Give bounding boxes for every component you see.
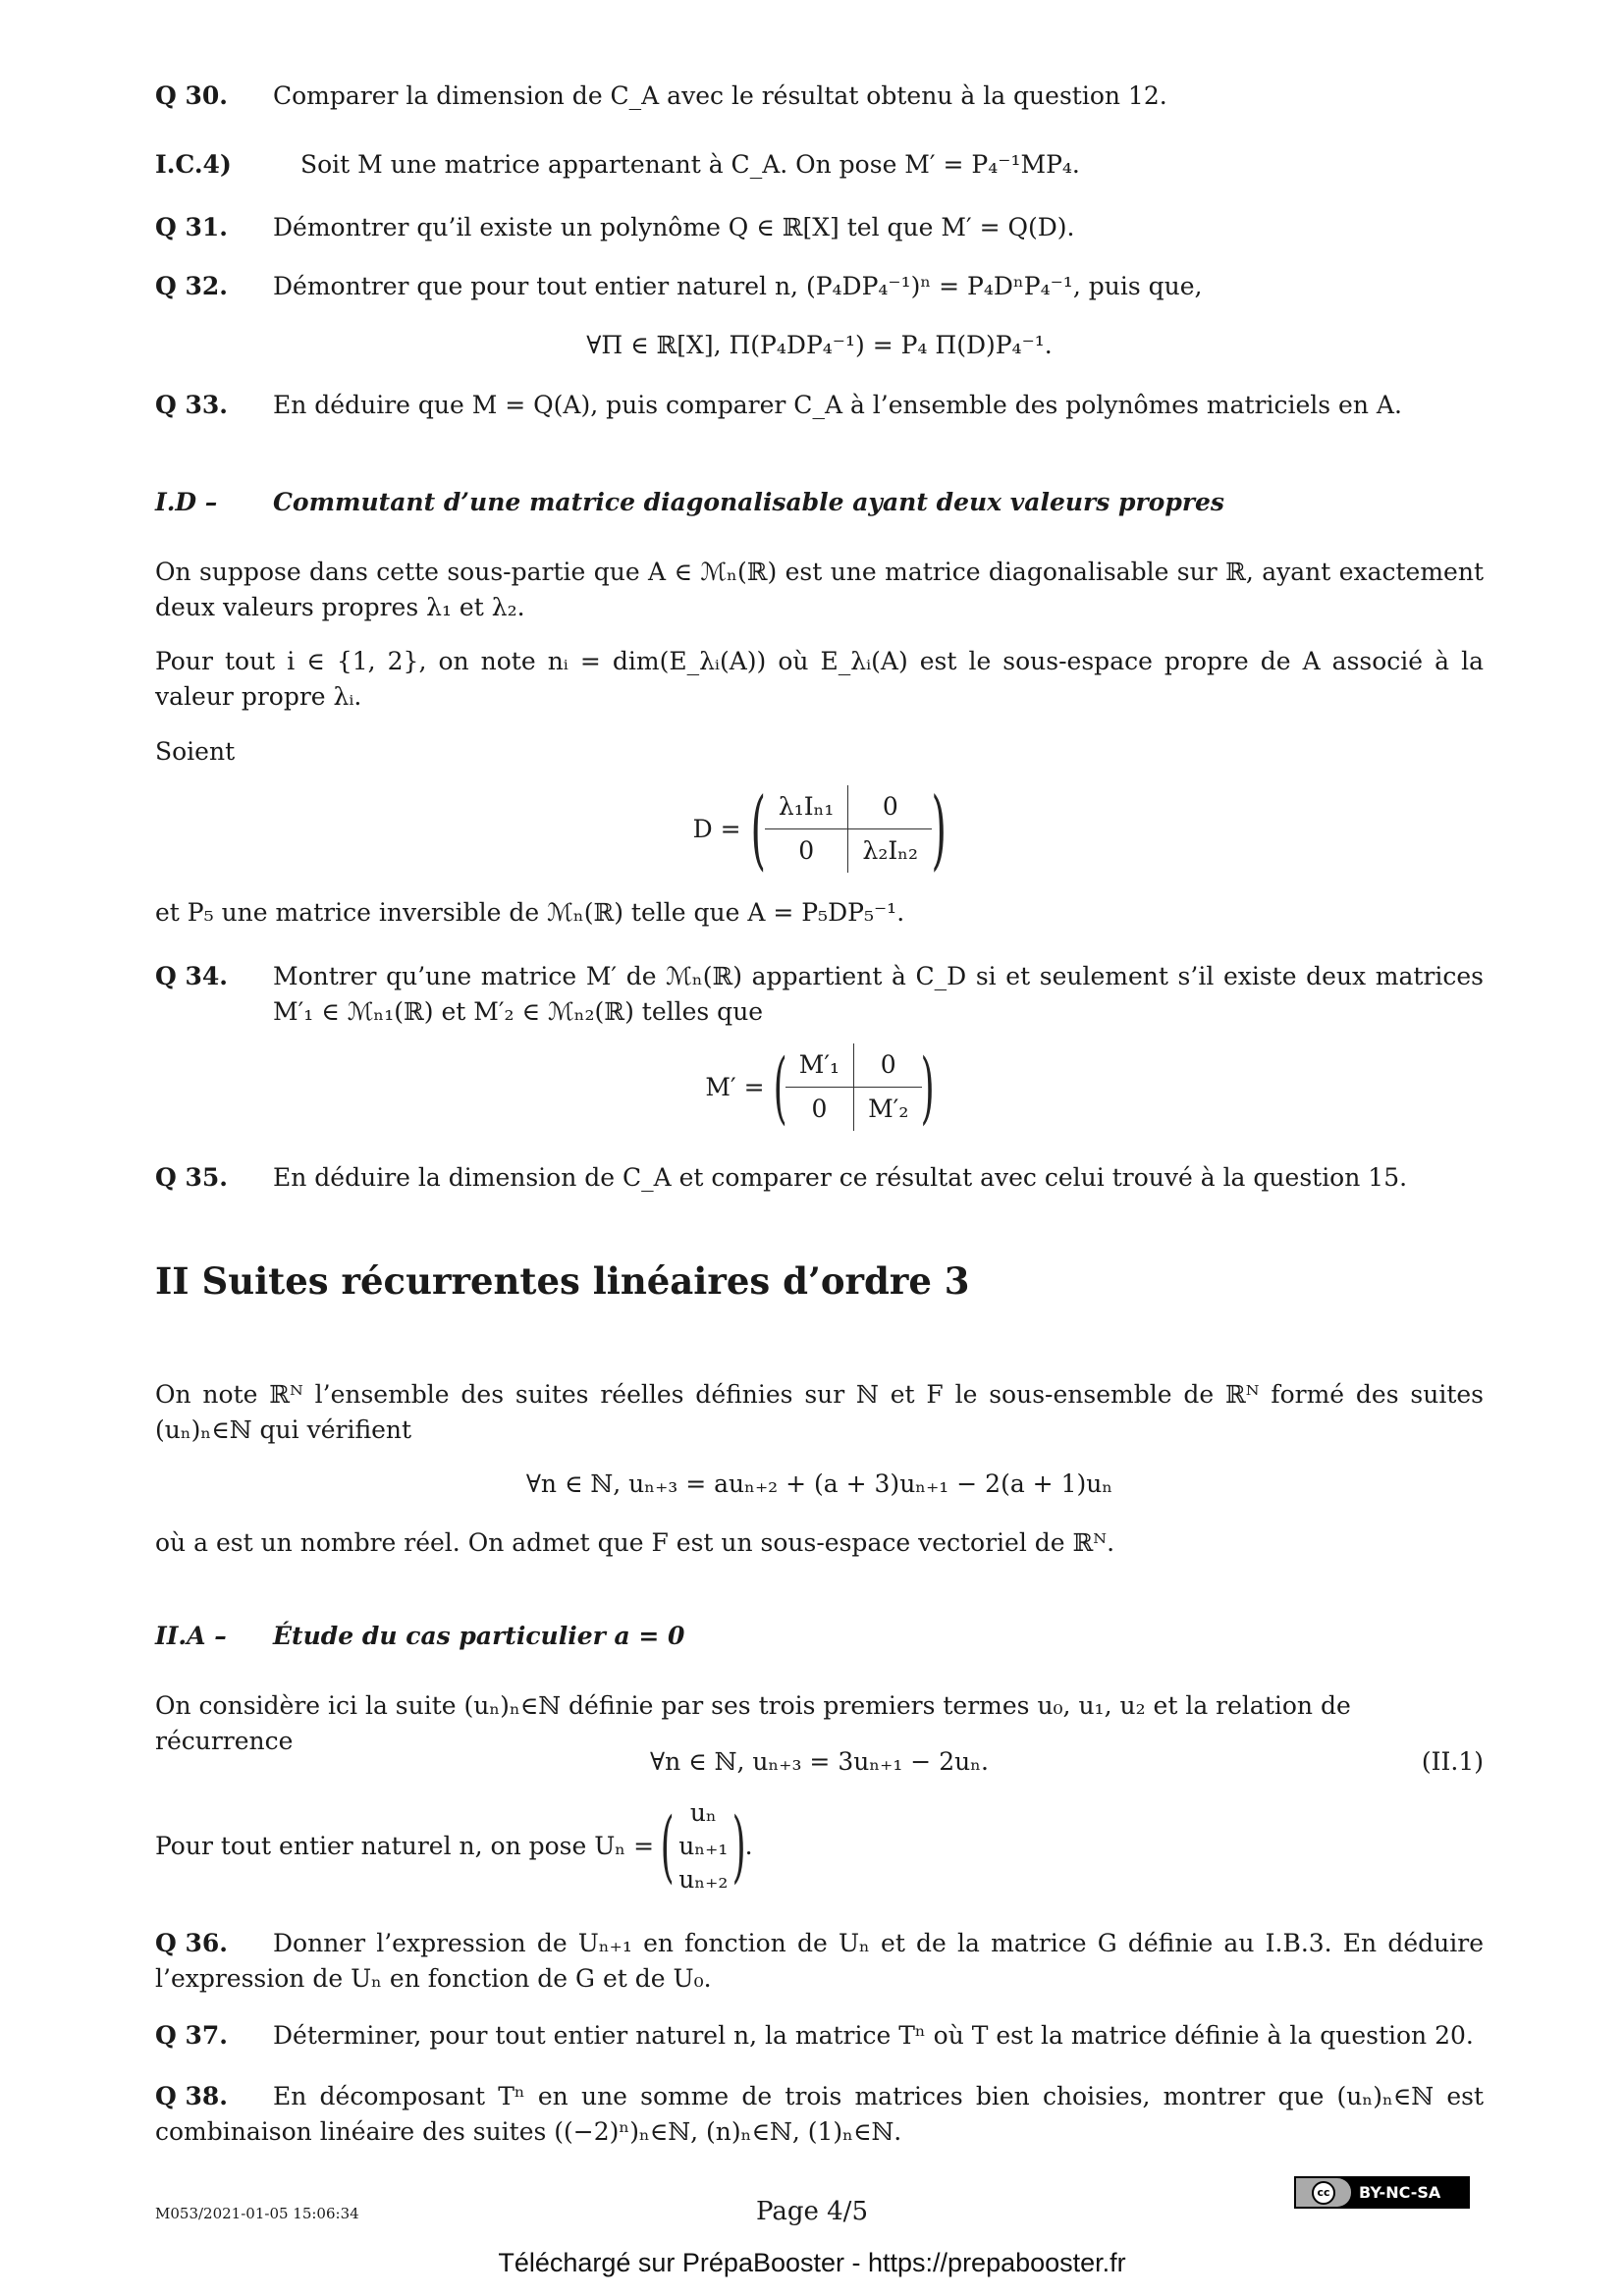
license-text: BY-NC-SA (1359, 2183, 1441, 2202)
right-paren: ) (731, 1800, 747, 1892)
question-33 (155, 388, 1484, 423)
section-title: Étude du cas particulier a = 0 (273, 1622, 685, 1650)
question-label: Q 31. (155, 213, 228, 241)
left-paren: ( (773, 1041, 787, 1133)
license-badge (1294, 2176, 1470, 2209)
question-text: Démontrer que pour tout entier naturel n, (P₄DP₄⁻¹)ⁿ = P₄DⁿP₄⁻¹, puis que, (273, 272, 1203, 300)
vector-entry: uₙ (689, 1798, 717, 1827)
page-number: Page 4/5 (756, 2197, 868, 2226)
period: . (744, 1832, 753, 1860)
question-36 (155, 1926, 1484, 1997)
paragraph: et P₅ une matrice inversible de ℳₙ(ℝ) telle que A = P₅DP₅⁻¹. (155, 898, 905, 927)
section-number: I.D – (155, 488, 218, 516)
right-paren: ) (920, 1041, 936, 1133)
question-37 (155, 2018, 1484, 2054)
question-text: Déterminer, pour tout entier naturel n, la matrice Tⁿ où T est la matrice définie à la question 20. (273, 2021, 1474, 2050)
question-38 (155, 2079, 1484, 2150)
question-31 (155, 210, 1484, 245)
question-text: Montrer qu’une matrice M′ de ℳₙ(ℝ) appartient à C_D si et seulement s’il existe deux matrices M′₁ ∈ ℳₙ₁(ℝ) et M′₂ ∈ ℳₙ₂(ℝ) telles que (273, 962, 1484, 1026)
document-code: M053/2021-01-05 15:06:34 (155, 2205, 359, 2222)
question-text: Comparer la dimension de C_A avec le résultat obtenu à la question 12. (273, 81, 1167, 110)
question-label: Q 30. (155, 81, 228, 110)
paragraph: On note ℝᴺ l’ensemble des suites réelles définies sur ℕ et F le sous-ensemble de ℝᴺ formé des suites (uₙ)ₙ∈ℕ qui vérifient (155, 1380, 1484, 1444)
question-text: En déduire la dimension de C_A et comparer ce résultat avec celui trouvé à la question 15. (273, 1163, 1408, 1192)
matrix-cell: λ₂Iₙ₂ (862, 836, 919, 865)
equation-number: (II.1) (1421, 1747, 1484, 1776)
question-label: Q 38. (155, 2082, 228, 2110)
question-text: Donner l’expression de Uₙ₊₁ en fonction de Uₙ et de la matrice G définie au I.B.3. En déduire l’expression de Uₙ en fonction de G et de U₀. (155, 1929, 1484, 1993)
paragraph: On suppose dans cette sous-partie que A ∈ ℳₙ(ℝ) est une matrice diagonalisable sur ℝ, ayant exactement deux valeurs propres λ₁ et λ₂. (155, 558, 1484, 621)
question-34 (155, 959, 1484, 1030)
section-number: II.A – (155, 1622, 227, 1650)
equation-recurrence-general: ∀n ∈ ℕ, uₙ₊₃ = auₙ₊₂ + (a + 3)uₙ₊₁ − 2(a + 1)uₙ (525, 1469, 1113, 1498)
vector-entry: uₙ₊₂ (678, 1865, 729, 1894)
question-label: Q 34. (155, 962, 228, 990)
matrix-cell: 0 (854, 1043, 922, 1088)
matrix-cell: 0 (848, 785, 932, 829)
subsection-text: Soit M une matrice appartenant à C_A. On pose M′ = P₄⁻¹MP₄. (300, 150, 1080, 179)
left-paren: ( (660, 1800, 675, 1892)
section-title: Commutant d’une matrice diagonalisable ayant deux valeurs propres (273, 488, 1224, 516)
part-heading-II: II Suites récurrentes linéaires d’ordre 3 (155, 1259, 970, 1303)
subsection-label: I.C.4) (155, 150, 232, 179)
question-text: En déduire que M = Q(A), puis comparer C_A à l’ensemble des polynômes matriciels en A. (273, 391, 1402, 419)
question-label: Q 37. (155, 2021, 228, 2050)
section-heading-ID (155, 488, 1224, 516)
equation-M-prime-matrix (155, 1043, 1484, 1131)
question-32 (155, 269, 1484, 304)
vector-entry: uₙ₊₁ (678, 1832, 729, 1860)
question-30 (155, 79, 1484, 114)
section-heading-IIA (155, 1622, 684, 1650)
matrix-cell: 0 (765, 829, 849, 873)
paragraph-text: Pour tout entier naturel n, on pose Uₙ = (155, 1832, 655, 1860)
paragraph: où a est un nombre réel. On admet que F est un sous-espace vectoriel de ℝᴺ. (155, 1528, 1115, 1557)
matrix-cell: 0 (785, 1088, 854, 1131)
paragraph: On considère ici la suite (uₙ)ₙ∈ℕ définie par ses trois premiers termes u₀, u₁, u₂ et la relation de récurrence (155, 1691, 1351, 1755)
equation-polynomial-conjugation: ∀Π ∈ ℝ[X], Π(P₄DP₄⁻¹) = P₄ Π(D)P₄⁻¹. (586, 331, 1053, 359)
subsection-IC4 (155, 147, 1484, 183)
question-35 (155, 1160, 1484, 1196)
vector-definition (155, 1796, 1484, 1896)
question-label: Q 32. (155, 272, 228, 300)
equation-D-matrix (155, 777, 1484, 880)
matrix-lhs: D = (692, 814, 741, 843)
matrix-cell: λ₁Iₙ₁ (765, 785, 849, 829)
question-label: Q 35. (155, 1163, 228, 1192)
left-paren: ( (749, 777, 766, 880)
question-text: Démontrer qu’il existe un polynôme Q ∈ ℝ[X] tel que M′ = Q(D). (273, 213, 1075, 241)
matrix-lhs: M′ = (705, 1072, 765, 1101)
right-paren: ) (931, 777, 947, 880)
equation-recurrence-a0: ∀n ∈ ℕ, uₙ₊₃ = 3uₙ₊₁ − 2uₙ. (650, 1747, 989, 1776)
paragraph: Soient (155, 737, 236, 766)
equation-row-II1 (155, 1744, 1484, 1780)
question-label: Q 36. (155, 1929, 228, 1957)
matrix-cell: M′₂ (868, 1095, 909, 1123)
matrix-cell: M′₁ (785, 1043, 854, 1088)
paragraph: Pour tout i ∈ {1, 2}, on note nᵢ = dim(E_λᵢ(A)) où E_λᵢ(A) est le sous-espace propre de A associé à la valeur propre λᵢ. (155, 647, 1484, 711)
question-text: En décomposant Tⁿ en une somme de trois matrices bien choisies, montrer que (uₙ)ₙ∈ℕ est combinaison linéaire des suites ((−2)ⁿ)ₙ∈ℕ, (n)ₙ∈ℕ, (1)ₙ∈ℕ. (155, 2082, 1484, 2146)
question-label: Q 33. (155, 391, 228, 419)
download-notice: Téléchargé sur PrépaBooster - https://prepabooster.fr (498, 2248, 1126, 2277)
cc-icon: cc (1312, 2181, 1335, 2205)
